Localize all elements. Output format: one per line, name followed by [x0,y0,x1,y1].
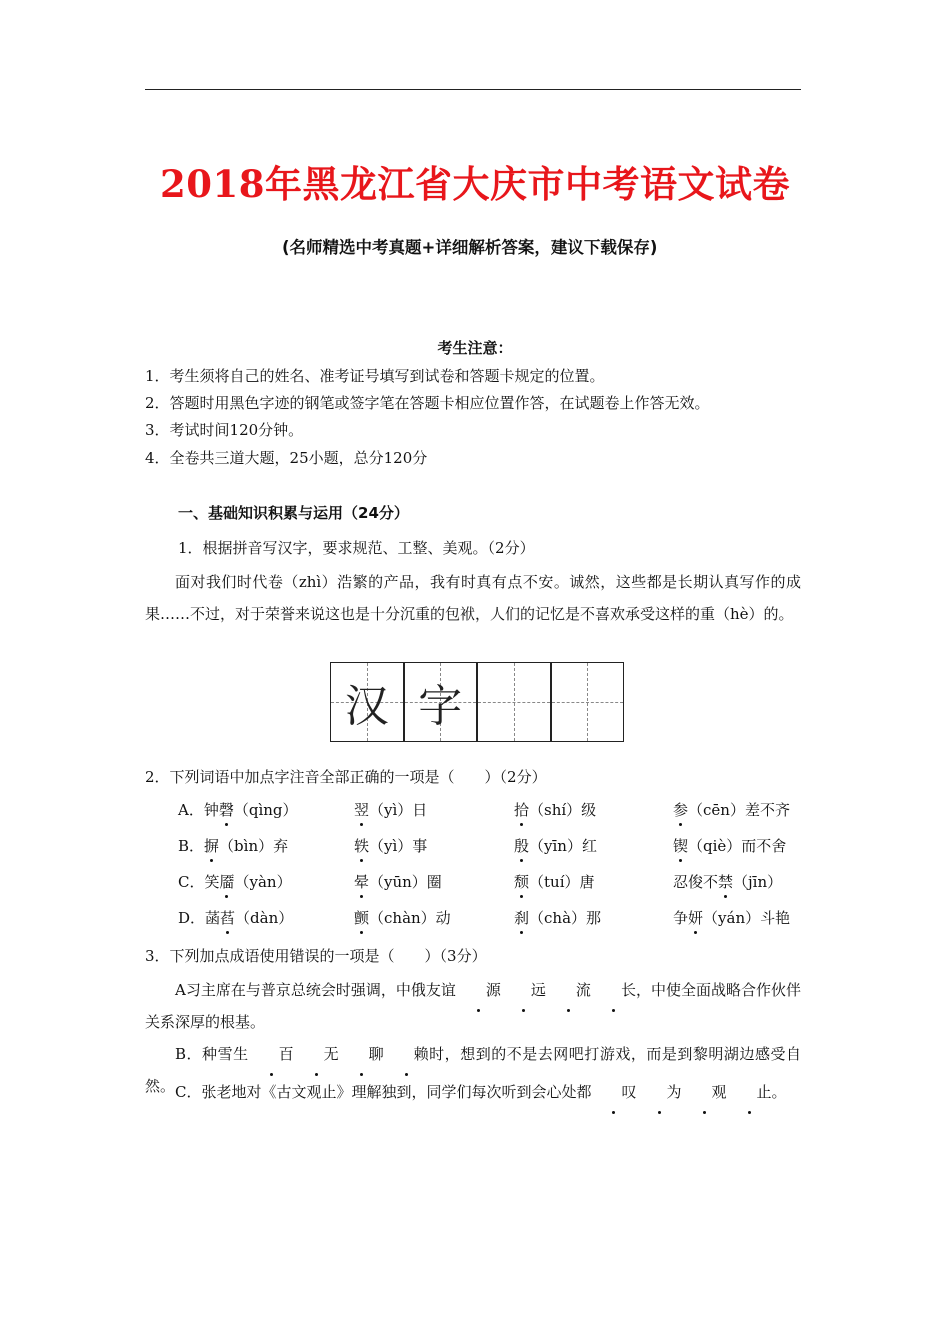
writing-grid [330,662,624,742]
option-d-3: 刹（chà）那 [514,909,602,927]
question-1-stem: 1．根据拼音写汉字，要求规范、工整、美观。（2分） [178,539,535,557]
question-2-stem: 2．下列词语中加点字注音全部正确的一项是（ ）（2分） [145,768,547,786]
grid-cell [552,663,624,741]
header-rule [145,89,801,90]
option-b-1: B．摒（bìn）弃 [178,837,289,855]
page-title: 2018年黑龙江省大庆市中考语文试卷 [160,162,790,206]
question-3-option-c: C．张老地对《古文观止》理解独到，同学们每次听到会心处都 叹 为 观 止。 [145,1076,801,1108]
notice-item: 1．考生须将自己的姓名、准考证号填写到试卷和答题卡规定的位置。 [145,367,605,385]
option-a-4: 参（cēn）差不齐 [673,801,790,819]
option-c-2: 晕（yūn）圈 [354,873,442,891]
notice-item: 2．答题时用黑色字迹的钢笔或签字笔在答题卡相应位置作答，在试题卷上作答无效。 [145,394,710,412]
dotted-idiom: 源 远 流 长 [456,981,636,999]
option-c-1: C．笑靥（yàn） [178,873,292,891]
option-a-2: 翌（yì）日 [354,801,428,819]
option-d-2: 颤（chàn）动 [354,909,451,927]
option-b-2: 轶（yì）事 [354,837,428,855]
question-3-stem: 3．下列加点成语使用错误的一项是（ ）（3分） [145,947,487,965]
grid-cell [478,663,552,741]
option-d-1: D．菡萏（dàn） [178,909,294,927]
section-heading: 一、基础知识积累与运用（24分） [178,504,409,522]
grid-cell: 字 [405,663,479,741]
question-3-option-a: A习主席在与普京总统会时强调，中俄友谊 源 远 流 长，中使全面战略合作伙伴关系深厚的根基。 [145,974,801,1038]
option-a-3: 拾（shí）级 [514,801,597,819]
option-c-3: 颓（tuí）唐 [514,873,595,891]
option-a-1: A．钟磬（qìng） [178,801,298,819]
notice-heading: 考生注意： [437,339,513,357]
notice-item: 4．全卷共三道大题，25小题，总分120分 [145,449,428,467]
option-b-3: 殷（yīn）红 [514,837,597,855]
option-d-4: 争妍（yán）斗艳 [673,909,791,927]
option-b-4: 锲（qiè）而不舍 [673,837,787,855]
page-subtitle: (名师精选中考真题+详细解析答案，建议下载保存) [282,238,658,257]
question-3-option-b: B．种雪生 百 无 聊 赖时，想到的不是去网吧打游戏，而是到黎明湖边感受自然。 [145,1038,801,1102]
grid-cell: 汉 [331,663,405,741]
option-c-4: 忍俊不禁（jīn） [673,873,783,891]
notice-item: 3．考试时间120分钟。 [145,421,304,439]
question-1-passage: 面对我们时代卷（zhì）浩繁的产品，我有时真有点不安。诚然，这些都是长期认真写作的成果……不过，对于荣誉来说这也是十分沉重的包袱，人们的记忆是不喜欢承受这样的重（hè）的。 [145,573,801,623]
